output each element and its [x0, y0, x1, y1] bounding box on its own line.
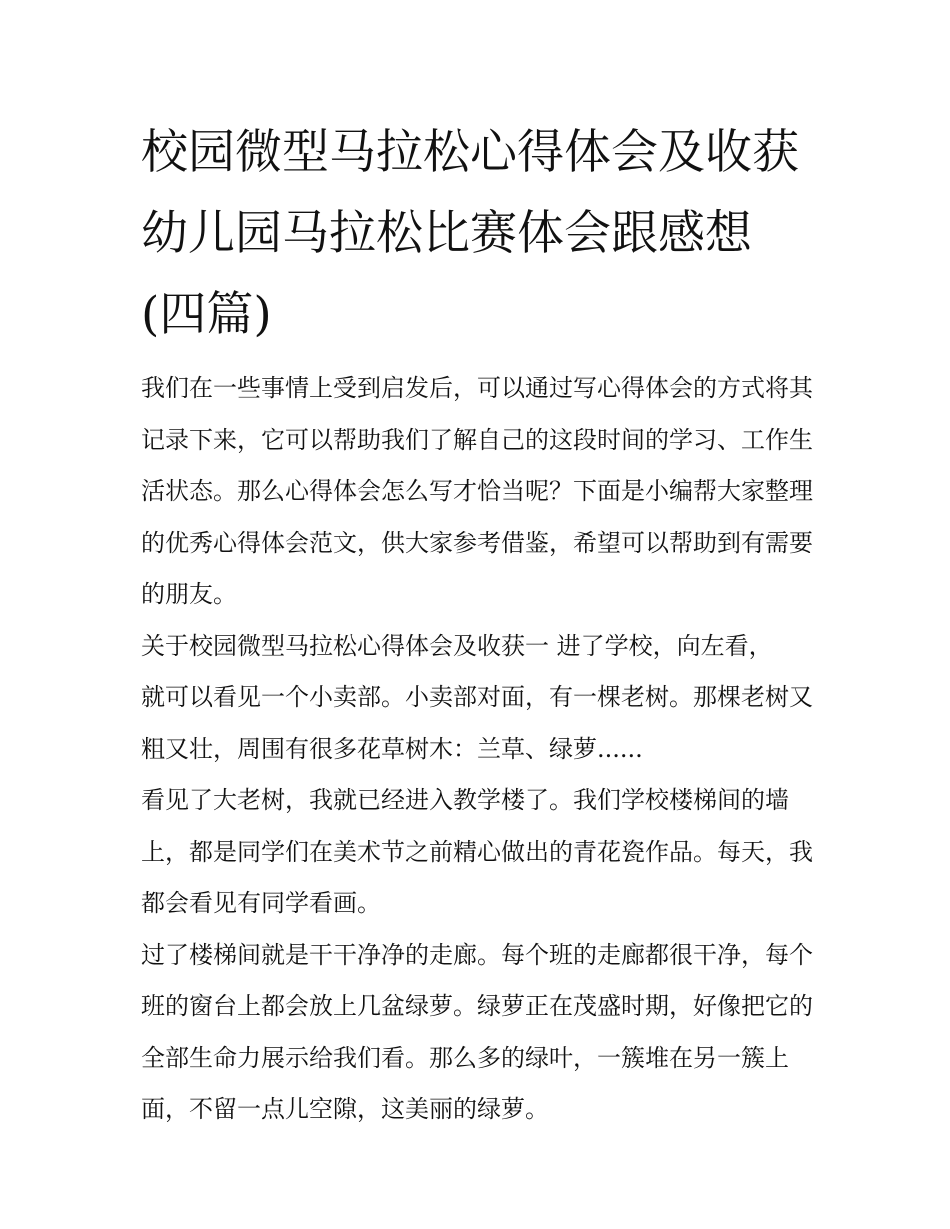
- paragraph-corridor: 过了楼梯间就是干干净净的走廊。每个班的走廊都很干净，每个班的窗台上都会放上几盆绿萝。绿萝正在茂盛时期，好像把它的全部生命力展示给我们看。那么多的绿叶，一簇堆在另一簇上面，不留一点儿空隙，这美丽的绿萝。: [141, 940, 813, 1123]
- paragraph-stairwell: 看见了大老树，我就已经进入教学楼了。我们学校楼梯间的墙上，都是同学们在美术节之前精心做出的青花瓷作品。每天，我都会看见有同学看画。: [141, 786, 813, 917]
- paragraph-intro: 我们在一些事情上受到启发后，可以通过写心得体会的方式将其记录下来，它可以帮助我们了解自己的这段时间的学习、工作生活状态。那么心得体会怎么写才恰当呢？下面是小编帮大家整理的优秀心得体会范文，供大家参考借鉴，希望可以帮助到有需要的朋友。: [141, 374, 813, 608]
- paragraph-section-heading: 关于校园微型马拉松心得体会及收获一 进了学校，向左看，: [141, 631, 773, 660]
- document-content: [141, 112, 816, 1136]
- document-body: [141, 363, 816, 1136]
- document-title: 校园微型马拉松心得体会及收获 幼儿园马拉松比赛体会跟感想(四篇): [141, 125, 799, 342]
- paragraph-shop-tree: 就可以看见一个小卖部。小卖部对面，有一棵老树。那棵老树又粗又壮，周围有很多花草树木：兰草、绿萝......: [141, 683, 813, 763]
